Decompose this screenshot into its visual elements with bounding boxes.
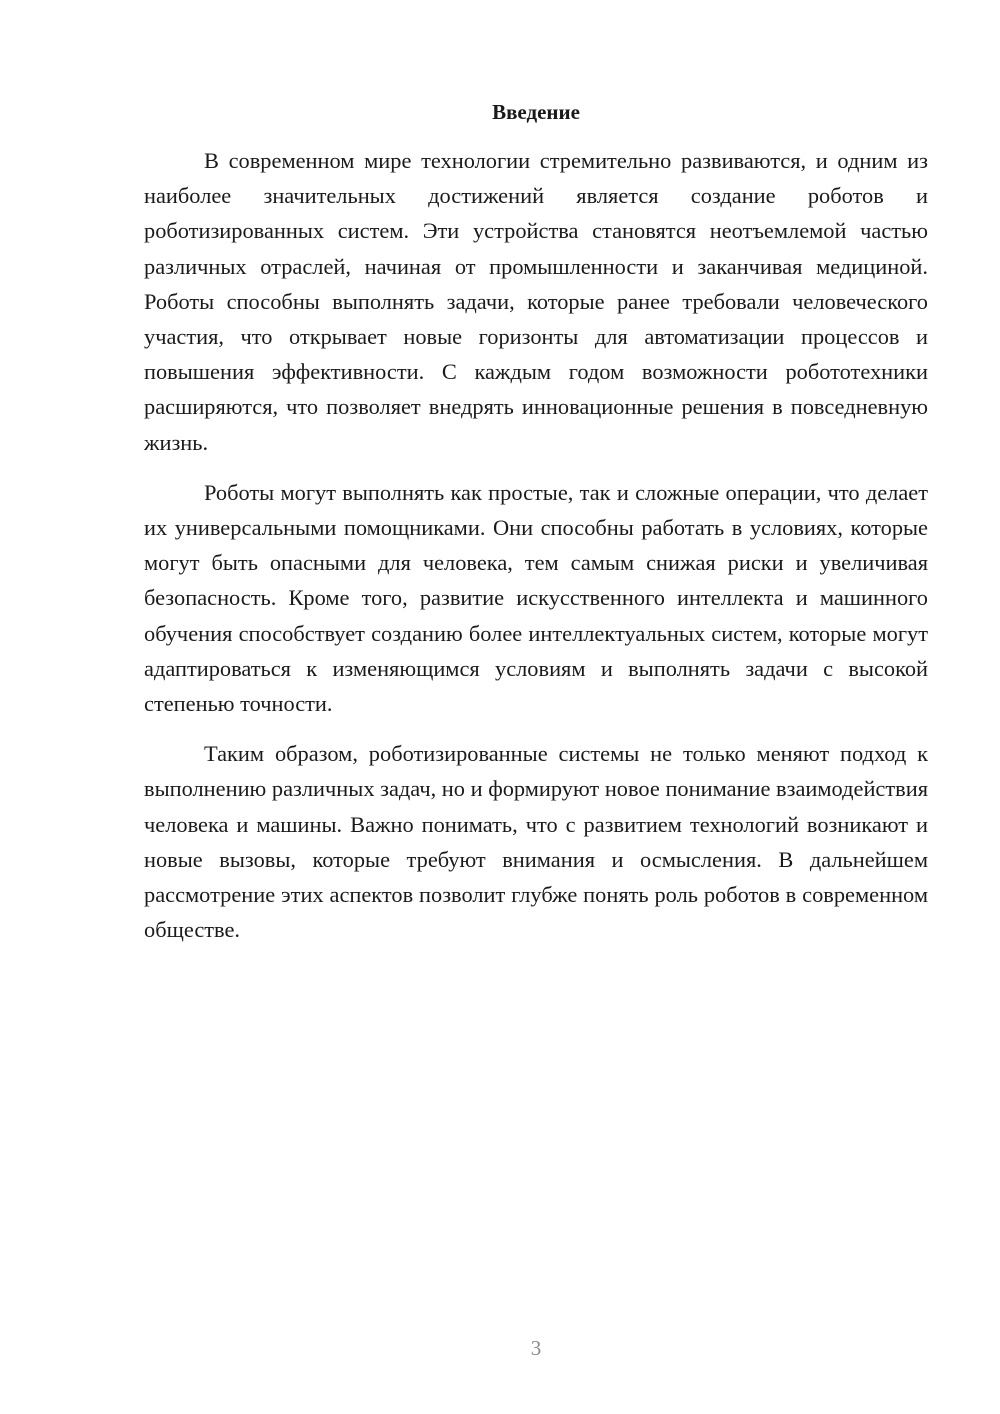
paragraph-capabilities: Роботы могут выполнять как простые, так и сложные операции, что делает их универсальными помощниками. Они способны работать в условиях, которые могут быть опасными для человека, тем самым снижая риски и увеличивая безопасность. Кроме того, развитие искусственного интеллекта и машинного обучения способствует созданию более интеллектуальных систем, которые могут адаптироваться к изменяющимся условиям и выполнять задачи с высокой степенью точности. <box>144 479 928 717</box>
paragraph-conclusion: Таким образом, роботизированные системы не только меняют подход к выполнению различных задач, но и формируют новое понимание взаимодействия человека и машины. Важно понимать, что с развитием технологий возникают и новые вызовы, которые требуют внимания и осмысления. В дальнейшем рассмотрение этих аспектов позволит глубже понять роль роботов в современном обществе. <box>144 741 928 943</box>
page-number: 3 <box>530 1336 542 1360</box>
document-body <box>144 143 928 962</box>
page-title: Введение <box>492 100 580 124</box>
paragraph-intro: В современном мире технологии стремительно развиваются, и одним из наиболее значительных достижений является создание роботов и роботизированных систем. Эти устройства становятся неотъемлемой частью различных отраслей, начиная от промышленности и заканчивая медициной. Роботы способны выполнять задачи, которые ранее требовали человеческого участия, что открывает новые горизонты для автоматизации процессов и повышения эффективности. С каждым годом возможности робототехники расширяются, что позволяет внедрять инновационные решения в повседневную жизнь. <box>144 148 928 455</box>
